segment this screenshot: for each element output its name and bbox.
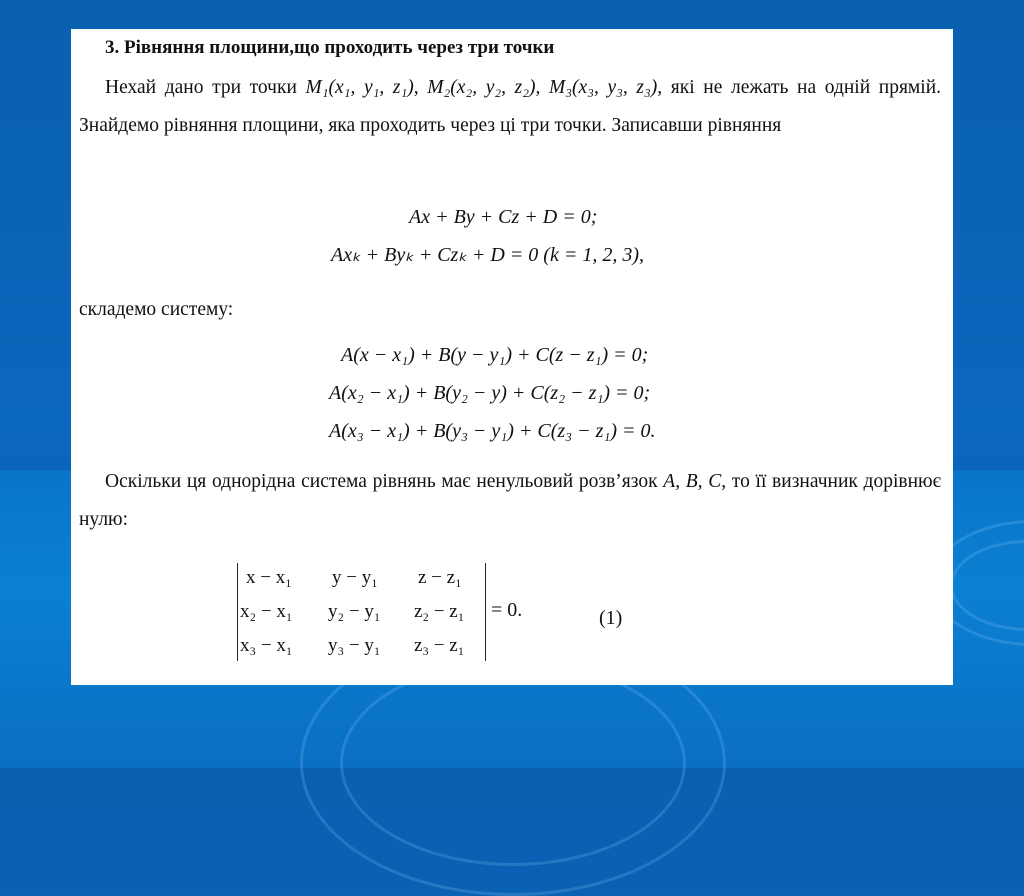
det-cell: z − z₁ (418, 567, 462, 588)
paragraph-intro (79, 69, 941, 145)
intro-points: M₁(x₁, y₁, z₁), M₂(x₂, y₂, z₂), M₃(x₃, y₃, z₃) (305, 77, 658, 98)
system-equation-2: A(x₂ − x₁) + B(y₂ − y) + C(z₂ − z₁) = 0; (329, 382, 651, 404)
det-cell: z₂ − z₁ (414, 601, 465, 622)
equation-plane: Ax + By + Cz + D = 0; (409, 206, 598, 228)
determinant-matrix (237, 563, 486, 661)
det-cell: z₃ − z₁ (414, 635, 465, 656)
det-cell: y − y₁ (332, 567, 378, 588)
paragraph-system: складемо систему: (79, 299, 234, 320)
system-equation-3: A(x₃ − x₁) + B(y₃ − y₁) + C(z₃ − z₁) = 0. (329, 420, 656, 442)
determinant-equals: = 0. (491, 599, 523, 621)
det-prefix: Оскільки ця однорідна система рівнянь має ненульовий розв’язок (105, 471, 664, 492)
det-cell: x₃ − x₁ (240, 635, 293, 656)
det-suffix: , то її визначник дорівнює нулю: (79, 471, 941, 530)
slide-heading: 3. Рівняння площини,що проходить через три точки (105, 37, 555, 58)
equation-points: Axₖ + Byₖ + Czₖ + D = 0 (k = 1, 2, 3), (331, 244, 644, 266)
intro-prefix: Нехай дано три точки (105, 77, 306, 98)
det-abc: A, B, C (663, 471, 722, 492)
background-swirl (340, 660, 686, 866)
equation-number: (1) (599, 607, 623, 629)
system-equation-1: A(x − x₁) + B(y − y₁) + C(z − z₁) = 0; (341, 344, 649, 366)
det-cell: x₂ − x₁ (240, 601, 293, 622)
det-cell: x − x₁ (246, 567, 292, 588)
intro-suffix: , які не лежать на одній прямій. Знайдемо рівняння площини, яка проходить через ці три точки. Записавши рівняння (79, 77, 942, 136)
paragraph-determinant (79, 463, 941, 539)
det-cell: y₂ − y₁ (328, 601, 381, 622)
det-cell: y₃ − y₁ (328, 635, 381, 656)
slide-content-card (71, 29, 953, 685)
